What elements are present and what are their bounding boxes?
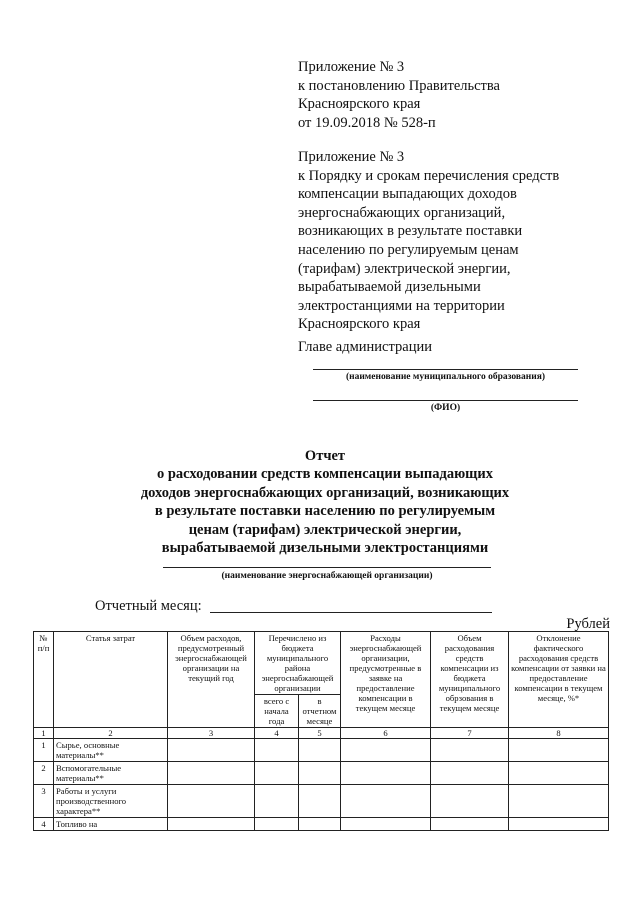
col-planned-header: Объем расходов, предусмотренный энергоснабжающей организации на текущий год	[168, 632, 255, 728]
column-number: 1	[34, 728, 54, 739]
appendix-line: (тарифам) электрической энергии,	[298, 260, 511, 277]
organization-caption: (наименование энергоснабжающей организации)	[221, 571, 433, 581]
appendix-line: Красноярского края	[298, 96, 421, 113]
empty-cell	[255, 818, 299, 831]
appendix-line: Приложение № 3	[298, 149, 405, 165]
appendix-line: к постановлению Правительства	[298, 77, 500, 94]
row-item: Работы и услуги производственного характера**	[54, 785, 168, 818]
organization-fill-line	[163, 567, 491, 568]
report-title-line: ценам (тарифам) электрической энергии,	[188, 521, 462, 538]
expense-report-table	[33, 631, 609, 831]
column-number-row	[34, 728, 609, 739]
column-number: 4	[255, 728, 299, 739]
empty-cell	[168, 762, 255, 785]
empty-cell	[299, 739, 341, 762]
table-row	[34, 739, 609, 762]
report-title-line: в результате поставки населению по регулируемым	[154, 503, 496, 520]
municipality-caption: (наименование муниципального образования)	[345, 372, 546, 382]
fio-caption: (ФИО)	[430, 403, 461, 413]
appendix-line: электростанциями на территории	[298, 297, 505, 314]
appendix-to-procedure	[298, 148, 559, 334]
empty-cell	[431, 739, 509, 762]
appendix-line: компенсации выпадающих доходов	[298, 186, 517, 203]
empty-cell	[431, 785, 509, 818]
column-number: 8	[509, 728, 609, 739]
empty-cell	[509, 785, 609, 818]
municipality-fill-line	[313, 369, 578, 370]
col-deviation-header: Отклонение фактического расходования средств компенсации от заявки на предоставление компенсации в текущем месяце, %*	[509, 632, 609, 728]
table-row	[34, 762, 609, 785]
table-row	[34, 785, 609, 818]
empty-cell	[299, 785, 341, 818]
col-transferred-ytd-header: всего с начала года	[255, 695, 299, 728]
appendix-to-resolution	[298, 58, 500, 132]
empty-cell	[509, 739, 609, 762]
empty-cell	[168, 739, 255, 762]
report-title	[90, 447, 560, 557]
appendix-line: вырабатываемой дизельными	[298, 279, 481, 296]
table-header-row	[34, 632, 609, 695]
col-transferred-month-header: в отчетном месяце	[299, 695, 341, 728]
col-expenses-header: Расходы энергоснабжающей организации, предусмотренные в заявке на предоставление компенсации в текущем месяце	[341, 632, 431, 728]
row-item: Топливо на	[54, 818, 168, 831]
empty-cell	[341, 785, 431, 818]
report-title-line: о расходовании средств компенсации выпадающих	[156, 466, 494, 483]
col-item-header: Статья затрат	[54, 632, 168, 728]
column-number: 2	[54, 728, 168, 739]
table-row	[34, 818, 609, 831]
row-number: 2	[34, 762, 54, 785]
row-number: 1	[34, 739, 54, 762]
empty-cell	[341, 739, 431, 762]
col-transferred-header: Перечислено из бюджета муниципального района энергоснабжающей организации	[255, 632, 341, 695]
empty-cell	[255, 785, 299, 818]
appendix-line: энергоснабжающих организаций,	[298, 204, 506, 221]
addressee-heading: Главе администрации	[298, 339, 432, 355]
empty-cell	[299, 818, 341, 831]
empty-cell	[341, 818, 431, 831]
report-title-line: вырабатываемой дизельными электростанциями	[161, 540, 489, 557]
appendix-line: от 19.09.2018 № 528-п	[298, 114, 436, 131]
row-item: Сырье, основные материалы**	[54, 739, 168, 762]
column-number: 5	[299, 728, 341, 739]
empty-cell	[431, 762, 509, 785]
col-num-header: № п/п	[34, 632, 54, 728]
column-number: 3	[168, 728, 255, 739]
column-number: 6	[341, 728, 431, 739]
empty-cell	[509, 818, 609, 831]
empty-cell	[255, 739, 299, 762]
reporting-month-label: Отчетный месяц:	[95, 598, 202, 614]
empty-cell	[168, 818, 255, 831]
empty-cell	[341, 762, 431, 785]
empty-cell	[168, 785, 255, 818]
report-title-line: доходов энергоснабжающих организаций, возникающих	[140, 484, 510, 501]
column-number: 7	[431, 728, 509, 739]
reporting-month-fill-line	[210, 612, 492, 613]
empty-cell	[299, 762, 341, 785]
empty-cell	[255, 762, 299, 785]
fio-fill-line	[313, 400, 578, 401]
row-item: Вспомогательные материалы**	[54, 762, 168, 785]
empty-cell	[431, 818, 509, 831]
currency-label: Рублей	[566, 616, 610, 632]
empty-cell	[509, 762, 609, 785]
appendix-line: населению по регулируемым ценам	[298, 241, 519, 258]
appendix-line: возникающих в результате поставки	[298, 223, 523, 240]
appendix-line: Красноярского края	[298, 316, 421, 333]
report-title-line: Отчет	[304, 448, 346, 464]
col-compensation-header: Объем расходования средств компенсации из бюджета муниципального обрзования в текущем месяце	[431, 632, 509, 728]
row-number: 3	[34, 785, 54, 818]
appendix-line: к Порядку и срокам перечисления средств	[298, 167, 560, 184]
appendix-line: Приложение № 3	[298, 59, 405, 75]
row-number: 4	[34, 818, 54, 831]
